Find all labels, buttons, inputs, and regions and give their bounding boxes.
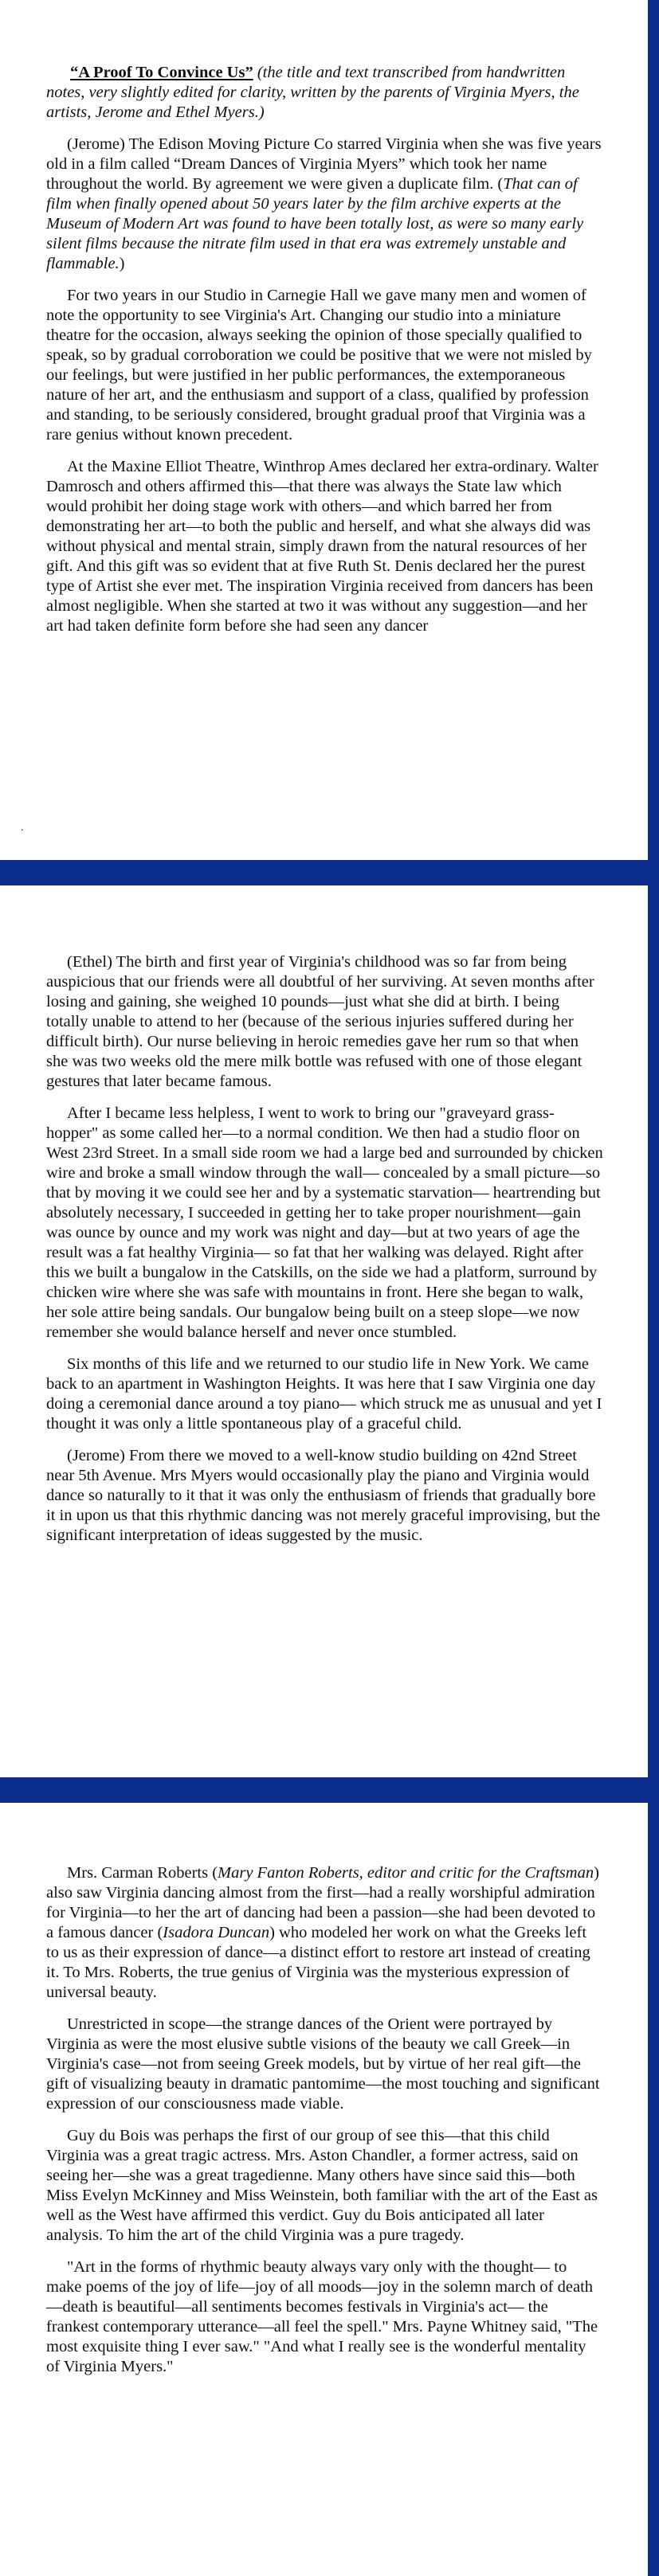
carnegie-hall-paragraph: For two years in our Studio in Carnegie Hall we gave many men and women of note the opportunity to see Virginia's Art. Changing our studio into a miniature theatre for the occasion, always seeking the opinion of those specially qualified to speak, so by gradual corroboration we could be positive that we were not misled by our feelings, but were justified in her public performances, the extemporaneous nature of her art, and the enthusiasm and support of a class, qualified by profession and standing, to be seriously considered, brought gradual proof that Virginia was a rare genius without known precedent. <box>46 287 592 444</box>
roberts-note: Mary Fanton Roberts, editor and critic for the Craftsman <box>218 1864 594 1882</box>
page-divider-2 <box>0 1777 659 1803</box>
film-archive-note: That can of film when finally opened about 50 years later by the film archive experts at the Museum of Modern Art was found to have been totally lost, as were so many early silent films because the nitrate film used in that era was extremely unstable and flammable. <box>46 175 584 272</box>
intro-paragraph <box>46 63 603 123</box>
page-divider-1 <box>0 860 659 885</box>
rhythmic-beauty-paragraph: "Art in the forms of rhythmic beauty always vary only with the thought— to make poems of the joy of life—joy of all moods—joy in the solemn march of death—death is beautiful—all sentiments becomes festivals in Virginia's act— the frankest contemporary utterance—all feel the spell." Mrs. Payne Whitney said, "The most exquisite thing I ever saw." "And what I really see is the wonderful mentality of Virginia Myers." <box>46 2258 598 2375</box>
guy-du-bois-paragraph: Guy du Bois was perhaps the first of our group of see this—that this child Virginia was a great tragic actress. Mrs. Aston Chandler, a former actress, said on seeing her—she was a great tragedienne. Many others have since said this—both Miss Evelyn McKinney and Miss Weinstein, both familiar with the art of the East as well as the West have affirmed this verdict. Guy du Bois anticipated all later analysis. To him the art of the child Virginia was a pure tragedy. <box>46 2127 598 2244</box>
duncan-note: Isadora Duncan <box>163 1924 270 1941</box>
page-1-content <box>46 63 603 648</box>
article-title: “A Proof To Convince Us” <box>70 64 253 81</box>
page-2-right-border <box>648 885 659 1777</box>
orient-paragraph: Unrestricted in scope—the strange dances of the Orient were portrayed by Virginia as were the most elusive subtle visions of the beauty we call Greek—in Virginia's case—not from seeing Greek models, but by virtue of her real gift—the gift of visualizing beauty in dramatic pantomime—the most touching and significant expression of our consciousness made viable. <box>46 2015 600 2113</box>
page-3-content <box>46 1863 603 2389</box>
edison-film-paragraph: (Jerome) The Edison Moving Picture Co starred Virginia when she was five years old in a film called “Dream Dances of Virginia Myers” which took her name throughout the world. By agreement we were given a duplicate film. (That can of film when finally opened about 50 years later by the film archive experts at the Museum of Modern Art was found to have been totally lost, as were so many early silent films because the nitrate film used in that era was extremely unstable and flammable.) <box>46 135 602 272</box>
page-3 <box>0 1803 659 2576</box>
page-2-content <box>46 952 603 1558</box>
page-2 <box>0 885 659 1777</box>
page-3-right-border <box>648 1803 659 2576</box>
carman-roberts-paragraph: Mrs. Carman Roberts (Mary Fanton Roberts, editor and critic for the Craftsman) also saw Virginia dancing almost from the first—had a really worshipful admiration for Virginia—to her the art of dancing had been a passion—she had been devoted to a famous dancer (Isadora Duncan) who modeled her work on what the Greeks left to us as their expression of dance—a distinct effort to restore art instead of creating it. To Mrs. Roberts, the true genius of Virginia was the mysterious expression of universal beauty. <box>46 1864 599 2001</box>
maxine-elliot-paragraph: At the Maxine Elliot Theatre, Winthrop Ames declared her extra-ordinary. Walter Damrosch and others affirmed this—that there was always the State law which would prohibit her doing stage work with others—and which barred her from demonstrating her art—to both the public and herself, and what she always did was without physical and mental strain, simply drawn from the natural resources of her gift. And this gift was so evident that at five Ruth St. Denis declared her the purest type of Artist she ever met. The inspiration Virginia received from dancers has been almost negligible. When she started at two it was without any suggestion—and her art had taken definite form before she had seen any dancer <box>46 458 598 635</box>
title-note: (the title and text transcribed from handwritten notes, very slightly edited for clarity, written by the parents of Virginia Myers, the artists, Jerome and Ethel Myers.) <box>46 64 579 121</box>
stray-dot: . <box>21 822 24 834</box>
birth-paragraph: (Ethel) The birth and first year of Virginia's childhood was so far from being auspicious that our friends were all doubtful of her surviving. At seven months after losing and gaining, she weighed 10 pounds—just what she did at birth. I being totally unable to attend to her (because of the serious injuries suffered during her difficult birth). Our nurse believing in heroic remedies gave her rum so that when she was two weeks old the mere milk bottle was refused with one of those elegant gestures that later became famous. <box>46 953 594 1090</box>
page-1-right-border <box>648 0 659 860</box>
recovery-paragraph: After I became less helpless, I went to work to bring our "graveyard grass-hopper" as some called her—to a normal condition. We then had a studio floor on West 23rd Street. In a small side room we had a large bed and surrounded by chicken wire and broke a small window through the wall— concealed by a small picture—so that by moving it we could see her and by a systematic starvation— heartrending but absolutely necessary, I succeeded in getting her to take proper nourishment—gain was ounce by ounce and my work was night and day—but at two years of age the result was a fat healthy Virginia— so fat that her walking was delayed. Right after this we built a bungalow in the Catskills, on the side we had a platform, surround by chicken wire where she was safe with mountains in front. Here she began to walk, her sole attire being sandals. Our bungalow being built on a steep slope—we now remember she would balance herself and never once stumbled. <box>46 1104 603 1341</box>
washington-heights-paragraph: Six months of this life and we returned to our studio life in New York. We came back to an apartment in Washington Heights. It was here that I saw Virginia one day doing a ceremonial dance around a toy piano— which struck me as unusual and yet I thought it was only a little spontaneous play of a graceful child. <box>46 1355 602 1433</box>
page-1 <box>0 0 659 860</box>
42nd-street-paragraph: (Jerome) From there we moved to a well-know studio building on 42nd Street near 5th Avenue. Mrs Myers would occasionally play the piano and Virginia would dance so naturally to it that it was only the enthusiasm of friends that gradually bore it in upon us that this rhythmic dancing was not merely graceful improvising, but the significant interpretation of ideas suggested by the music. <box>46 1447 601 1544</box>
